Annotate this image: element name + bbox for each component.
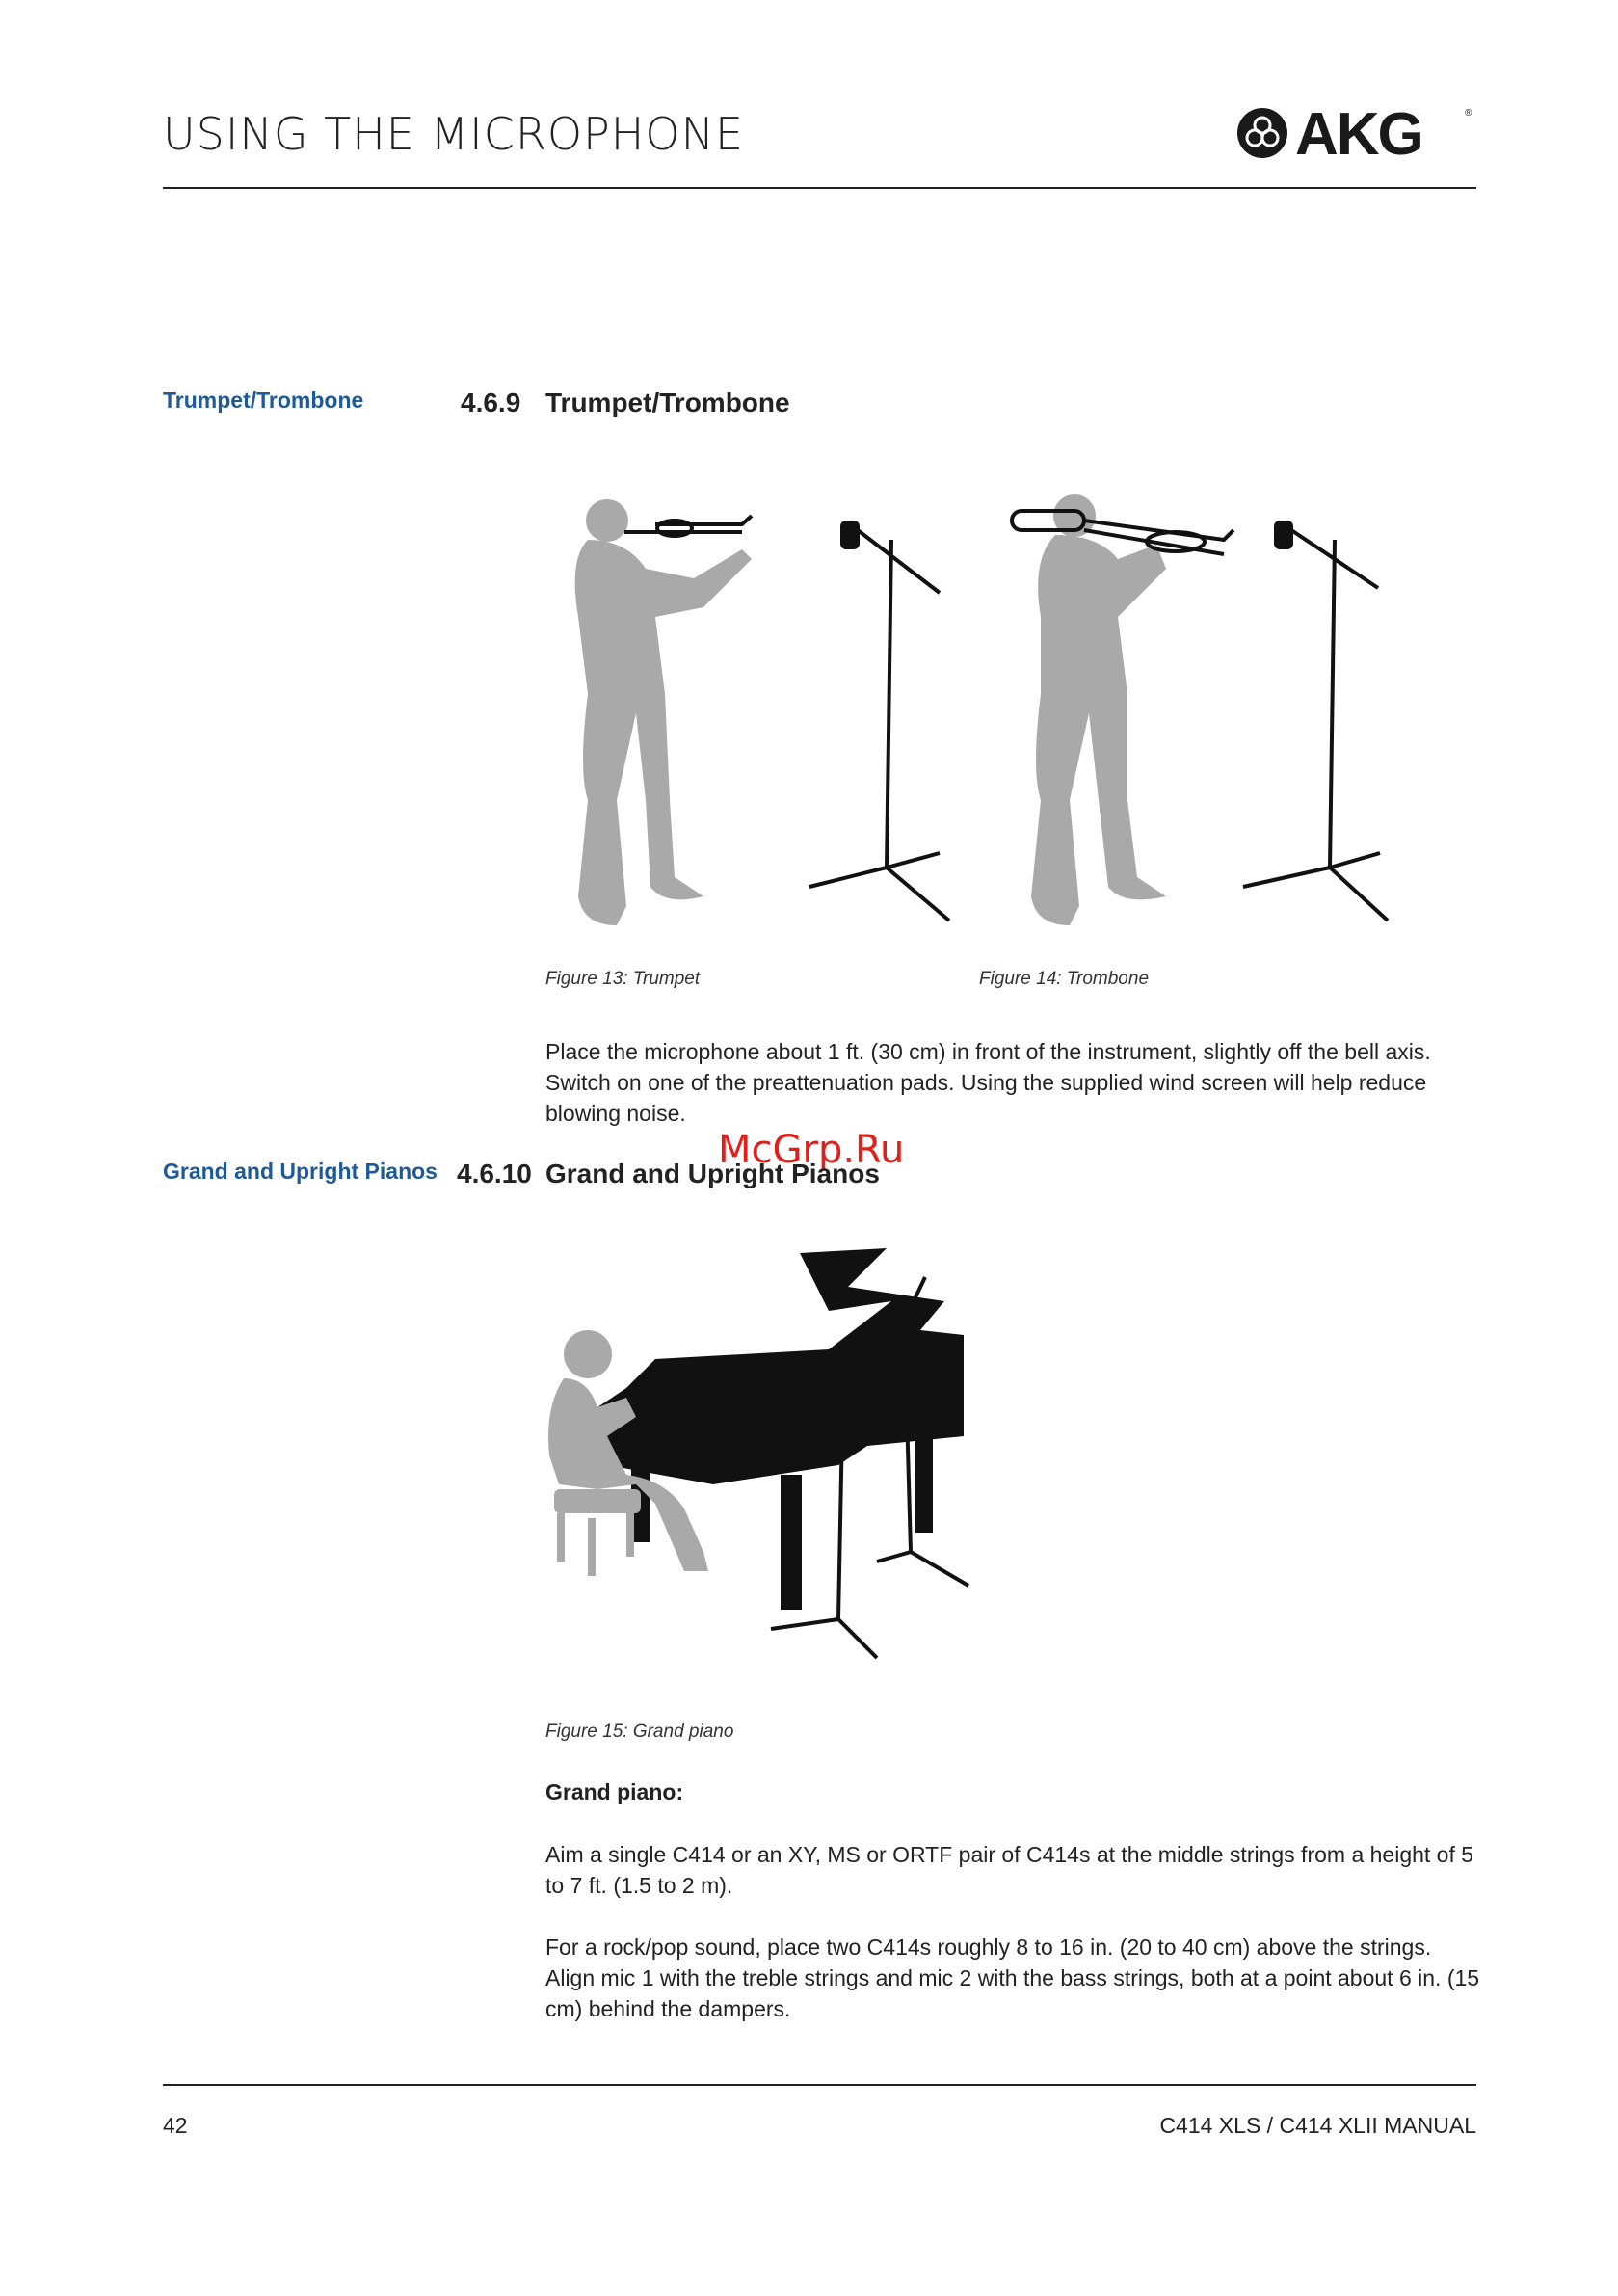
section-number-4610: 4.6.10 <box>457 1159 532 1188</box>
section-title-trumpet: Trumpet/Trombone <box>545 387 790 417</box>
figure15-caption: Figure 15: Grand piano <box>545 1722 734 1742</box>
akg-logo-emblem-icon <box>1235 106 1293 164</box>
sidebar-label-pianos: Grand and Upright Pianos <box>163 1159 438 1184</box>
header-divider <box>163 187 1476 189</box>
figure-grand-piano-illustration <box>540 1243 983 1668</box>
grand-piano-para2: For a rock/pop sound, place two C414s roughly 8 to 16 in. (20 to 40 cm) above the strings. Align mic 1 with the treble strings and mic 2 with the bass strings, both at a point about 6 in. (15 cm) behind the dampers. <box>545 1935 1480 2021</box>
page-header-title: USING THE MICROPHONE <box>163 108 745 160</box>
grand-piano-para1: Aim a single C414 or an XY, MS or ORTF pair of C414s at the middle strings from a height of 5 to 7 ft. (1.5 to 2 m). <box>545 1842 1474 1898</box>
figure13-caption: Figure 13: Trumpet <box>545 969 701 989</box>
footer-divider <box>163 2084 1476 2086</box>
akg-logo-wordmark: AKG <box>1295 101 1422 168</box>
figure-trumpet-illustration <box>559 482 964 935</box>
watermark-text: McGrp.Ru <box>718 1128 905 1172</box>
figure14-caption: Figure 14: Trombone <box>979 969 1150 989</box>
manual-title: C414 XLS / C414 XLII MANUAL <box>1159 2113 1476 2138</box>
registered-mark: ® <box>1465 108 1472 119</box>
page-number: 42 <box>163 2113 188 2138</box>
figure-trombone-illustration <box>1002 482 1407 935</box>
section-title-pianos: Grand and Upright Pianos <box>545 1159 880 1188</box>
section-number-469: 4.6.9 <box>461 387 521 417</box>
sidebar-label-trumpet: Trumpet/Trombone <box>163 387 364 413</box>
grand-piano-subheading: Grand piano: <box>545 1779 684 1804</box>
trumpet-body-text: Place the microphone about 1 ft. (30 cm) in front of the instrument, slightly off the bell axis. Switch on one of the preattenuation pads. Using the supplied wind screen will help reduce blowing noise. <box>545 1039 1431 1126</box>
akg-logo <box>1235 101 1476 168</box>
